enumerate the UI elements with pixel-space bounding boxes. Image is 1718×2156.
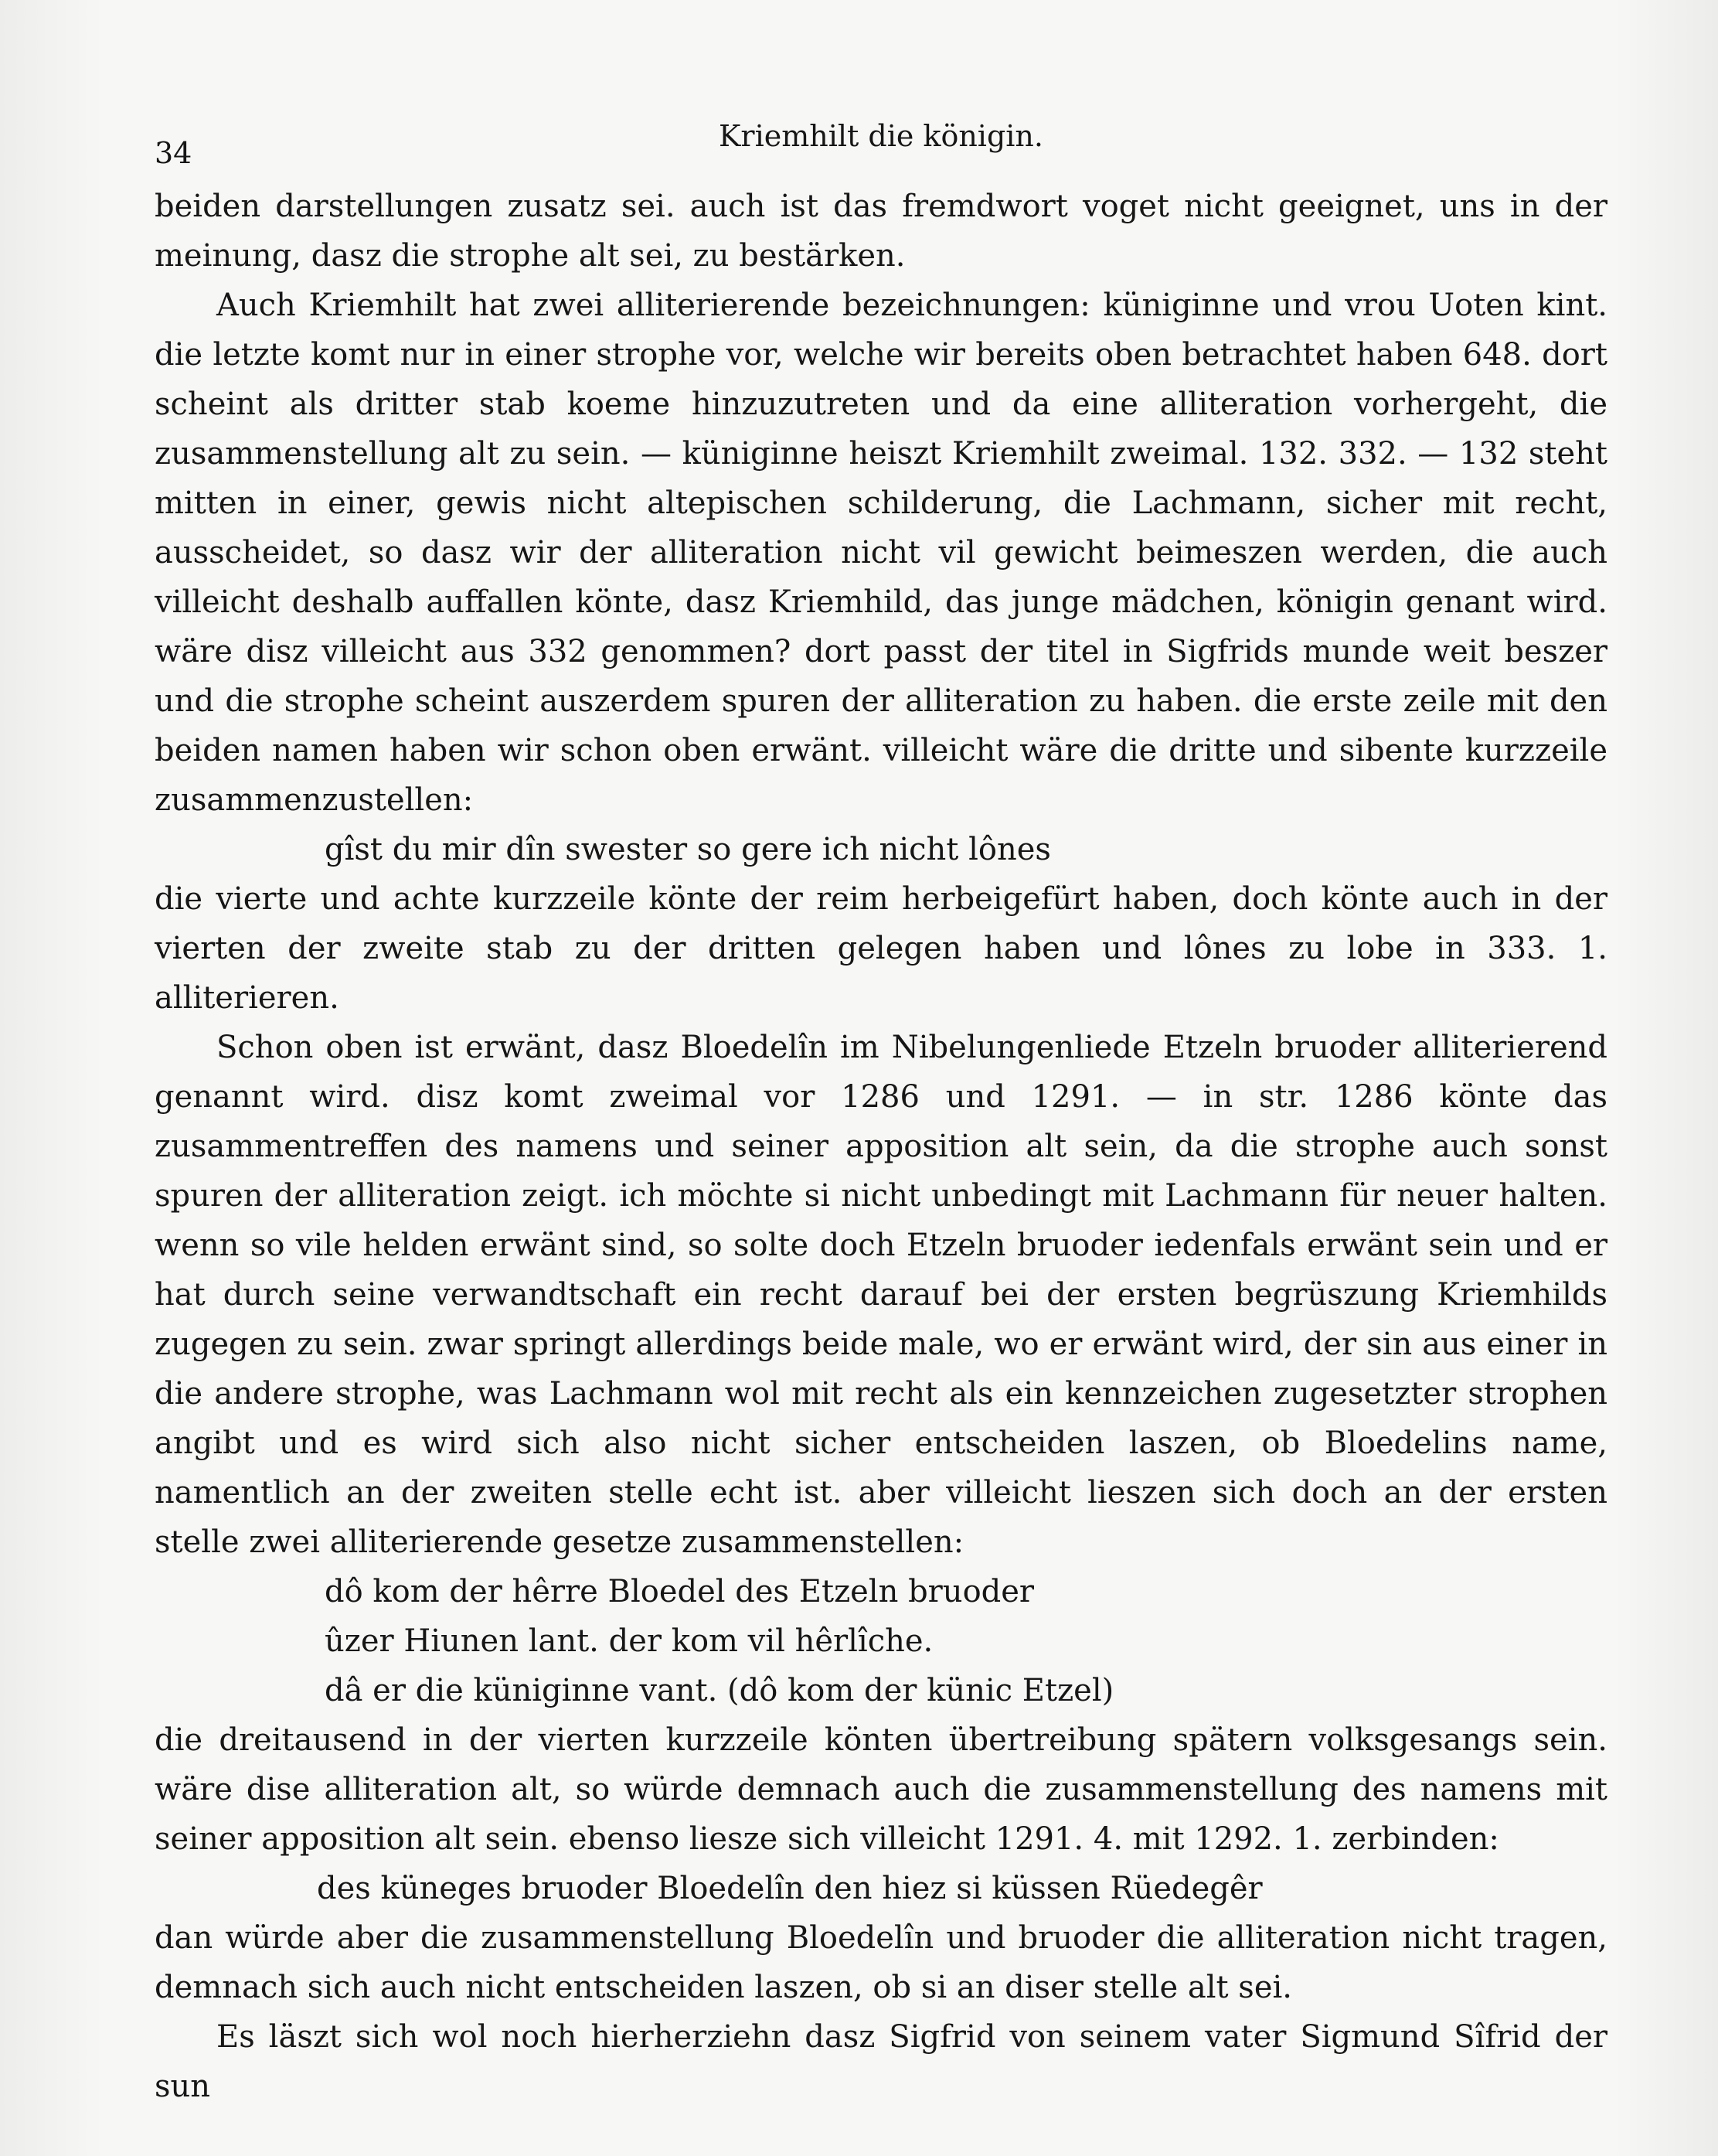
paragraph: Auch Kriemhilt hat zwei alliterierende bezeichnungen: küniginne und vrou Uoten kint. die letzte komt nur in einer strophe vor, welche wir bereits oben betrachtet haben 648. dort scheint als dritter stab koeme hinzuzutreten und da eine alliteration vorhergeht, die zusammenstellung alt zu sein. — küniginne heiszt Kriemhilt zweimal. 132. 332. — 132 steht mitten in einer, gewis nicht altepischen schilderung, die Lachmann, sicher mit recht, ausscheidet, so dasz wir der alliteration nicht vil gewicht beimeszen werden, die auch villeicht deshalb auffallen könte, dasz Kriemhild, das junge mädchen, königin genant wird. wäre disz villeicht aus 332 genommen? dort passt der titel in Sigfrids munde weit beszer und die strophe scheint auszerdem spuren der alliteration zu haben. die erste zeile mit den beiden namen haben wir schon oben erwänt. villeicht wäre die dritte und sibente kurzzeile zusammenzustellen: [155, 288, 1607, 818]
paragraph: die vierte und achte kurzzeile könte der reim herbeigefürt haben, doch könte auch in der vierten der zweite stab zu der dritten gelegen haben und lônes zu lobe in 333. 1. alliterieren. [155, 881, 1607, 1016]
paragraph: Es läszt sich wol noch hierherziehn dasz Sigfrid von seinem vater Sigmund Sîfrid der sun [155, 2019, 1607, 2104]
verse-line: des küneges bruoder Bloedelîn den hiez si küssen Rüedegêr [317, 1871, 1263, 1906]
verse-line: ûzer Hiunen lant. der kom vil hêrlîche. [325, 1623, 934, 1659]
verse-line: gîst du mir dîn swester so gere ich nicht lônes [325, 832, 1051, 867]
body-text [155, 182, 1607, 2111]
running-title: Kriemhilt die königin. [719, 119, 1043, 153]
paragraph: die dreitausend in der vierten kurzzeile könten übertreibung spätern volksgesangs sein. wäre dise alliteration alt, so würde demnach auch die zusammenstellung des namens mit seiner apposition alt sein. ebenso liesze sich villeicht 1291. 4. mit 1292. 1. zerbinden: [155, 1722, 1607, 1857]
paragraph: Schon oben ist erwänt, dasz Bloedelîn im Nibelungenliede Etzeln bruoder alliterierend genannt wird. disz komt zweimal vor 1286 und 1291. — in str. 1286 könte das zusammentreffen des namens und seiner apposition alt sein, da die strophe auch sonst spuren der alliteration zeigt. ich möchte si nicht unbedingt mit Lachmann für neuer halten. wenn so vile helden erwänt sind, so solte doch Etzeln bruoder iedenfals erwänt sein und er hat durch seine verwandtschaft ein recht darauf bei der ersten begrüszung Kriemhilds zugegen zu sein. zwar springt allerdings beide male, wo er erwänt wird, der sin aus einer in die andere strophe, was Lachmann wol mit recht als ein kennzeichen zugesetzter strophen angibt und es wird sich also nicht sicher entscheiden laszen, ob Bloedelins name, namentlich an der zweiten stelle echt ist. aber villeicht lieszen sich doch an der ersten stelle zwei alliterierende gesetze zusammenstellen: [155, 1030, 1607, 1560]
page-header [155, 108, 1607, 170]
page-number: 34 [155, 136, 192, 170]
verse-line: dâ er die küniginne vant. (dô kom der künic Etzel) [325, 1673, 1114, 1708]
paragraph: dan würde aber die zusammenstellung Bloedelîn und bruoder die alliteration nicht tragen, demnach sich auch nicht entscheiden laszen, ob si an diser stelle alt sei. [155, 1920, 1607, 2005]
verse-line: dô kom der hêrre Bloedel des Etzeln bruoder [325, 1574, 1035, 1609]
paragraph: beiden darstellungen zusatz sei. auch ist das fremdwort voget nicht geeignet, uns in der meinung, dasz die strophe alt sei, zu bestärken. [155, 189, 1607, 274]
